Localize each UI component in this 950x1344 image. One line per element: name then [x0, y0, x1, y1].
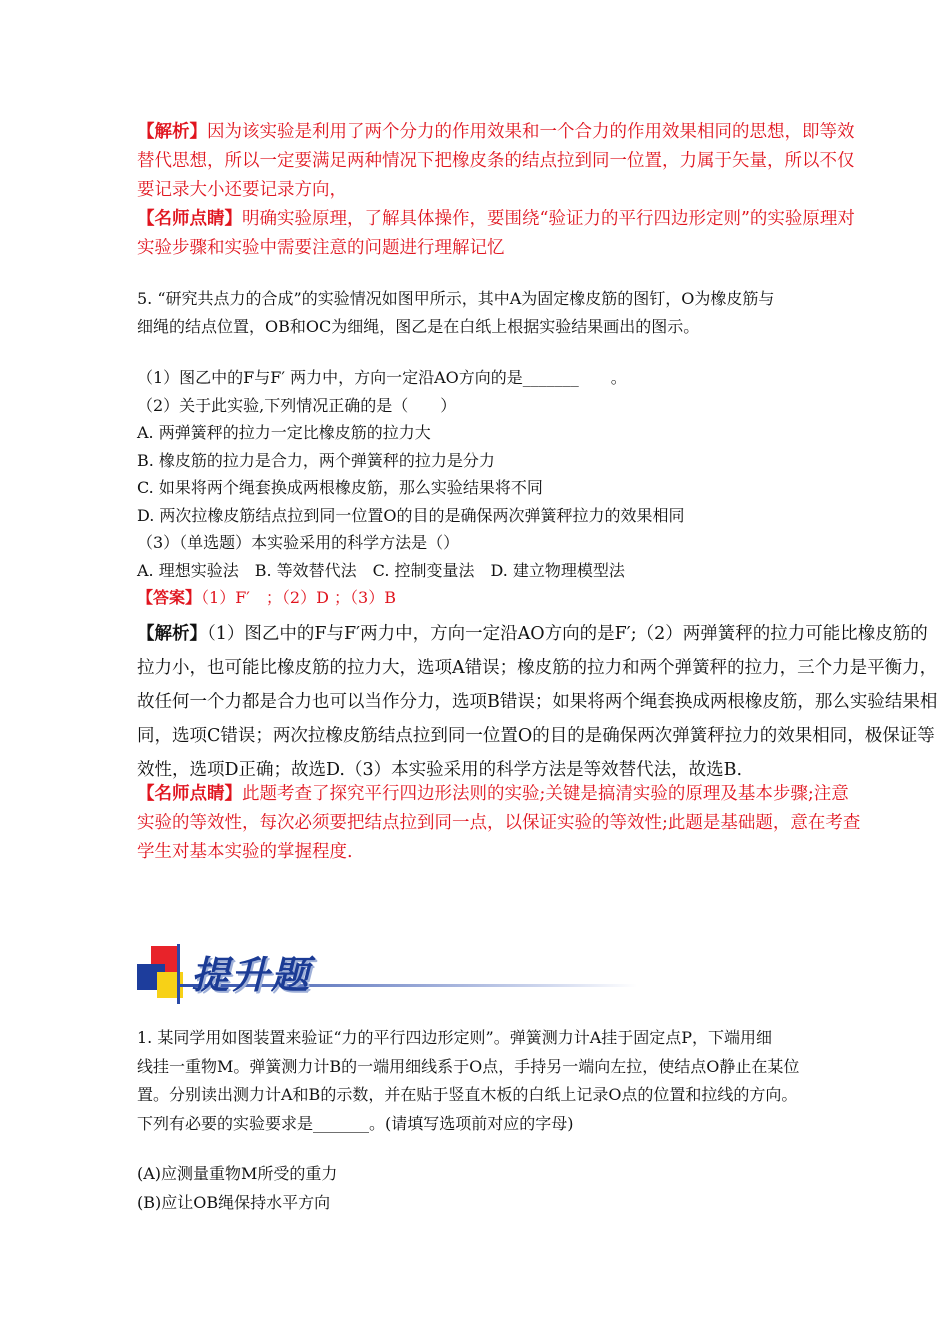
option-d: D. 两次拉橡皮筋结点拉到同一位置O的目的是确保两次弹簧秤拉力的效果相同: [137, 505, 685, 525]
analysis-block-1: [137, 118, 855, 263]
method-options: A. 理想实验法 B. 等效替代法 C. 控制变量法 D. 建立物理模型法: [137, 560, 625, 580]
stem-line: 1. 某同学用如图装置来验证“力的平行四边形定则”。弹簧测力计A挂于固定点P，下端用细: [137, 1028, 773, 1047]
analysis-line: 替代思想，所以一定要满足两种情况下把橡皮条的结点拉到同一位置，力属于矢量，所以不仅: [137, 151, 855, 171]
tip-line: 实验的等效性，每次必须要把结点拉到同一点，以保证实验的等效性;此题是基础题，意在考查: [137, 813, 861, 833]
answer-line: 【答案】（1）F′ ；（2）D ；（3）B: [137, 588, 396, 607]
option-b: B. 橡皮筋的拉力是合力，两个弹簧秤的拉力是分力: [137, 450, 495, 470]
analysis-block-2: [137, 617, 938, 787]
option-a: (A)应测量重物M所受的重力: [137, 1164, 338, 1183]
option-b: (B)应让OB绳保持水平方向: [137, 1192, 331, 1212]
tip-line: 【名师点睛】此题考查了探究平行四边形法则的实验;关键是搞清实验的原理及基本步骤;注意: [137, 784, 849, 804]
tip-block: [137, 780, 861, 867]
analysis-line: 同，选项C错误；两次拉橡皮筋结点拉到同一位置O的目的是确保两次弹簧秤拉力的效果相同，极保证等: [137, 726, 935, 746]
option-a: A. 两弹簧秤的拉力一定比橡皮筋的拉力大: [137, 423, 431, 442]
analysis-line: 拉力小，也可能比橡皮筋的拉力大，选项A错误；橡皮筋的拉力和两个弹簧秤的拉力，三个力是平衡力，: [137, 658, 938, 678]
option-c: C. 如果将两个绳套换成两根橡皮筋，那么实验结果将不同: [137, 478, 543, 497]
stem-line: 下列有必要的实验要求是_______。(请填写选项前对应的字母): [137, 1113, 574, 1133]
stem-line: 细绳的结点位置，OB和OC为细绳，图乙是在白纸上根据实验结果画出的图示。: [137, 316, 700, 336]
question-5-stem: [137, 285, 837, 340]
stem-line: 5. “研究共点力的合成”的实验情况如图甲所示，其中A为固定橡皮筋的图钉，O为橡皮筋与: [137, 289, 775, 308]
question-1-stem: [137, 1024, 837, 1138]
banner-vertical-line: [177, 944, 180, 1004]
tip-line: 实验步骤和实验中需要注意的问题进行理解记忆: [137, 238, 505, 258]
sub-question-2: （2）关于此实验,下列情况正确的是（ ）: [137, 395, 457, 415]
tip-line: 【名师点睛】明确实验原理，了解具体操作，要围绕“验证力的平行四边形定则”的实验原理对: [137, 209, 855, 229]
stem-line: 置。分别读出测力计A和B的示数，并在贴于竖直木板的白纸上记录O点的位置和拉线的方向。: [137, 1085, 798, 1104]
banner-title: 提升题: [191, 953, 312, 997]
analysis-line: 【解析】因为该实验是利用了两个分力的作用效果和一个合力的作用效果相同的思想，即等效: [137, 122, 855, 142]
tip-line: 学生对基本实验的掌握程度.: [137, 842, 353, 862]
question-1-options: [137, 1160, 837, 1217]
sub-question-1: （1）图乙中的F与F′ 两力中，方向一定沿AO方向的是_______ 。: [137, 368, 627, 387]
question-5-items: [137, 364, 837, 612]
analysis-line: 效性，选项D正确；故选D.（3）本实验采用的科学方法是等效替代法，故选B.: [137, 760, 743, 780]
stem-line: 线挂一重物M。弹簧测力计B的一端用细线系于O点，手持另一端向左拉，使结点O静止在某位: [137, 1056, 800, 1076]
analysis-line: 要记录大小还要记录方向，: [137, 180, 347, 200]
analysis-line: 故任何一个力都是合力也可以当作分力，选项B错误；如果将两个绳套换成两根橡皮筋，那么实验结果相: [137, 692, 938, 712]
analysis-line: 【解析】（1）图乙中的F与F′两力中，方向一定沿AO方向的是F′;（2）两弹簧秤的拉力可能比橡皮筋的: [137, 624, 928, 644]
section-banner: [137, 944, 657, 1004]
sub-question-3: （3）（单选题）本实验采用的科学方法是（）: [137, 533, 460, 552]
